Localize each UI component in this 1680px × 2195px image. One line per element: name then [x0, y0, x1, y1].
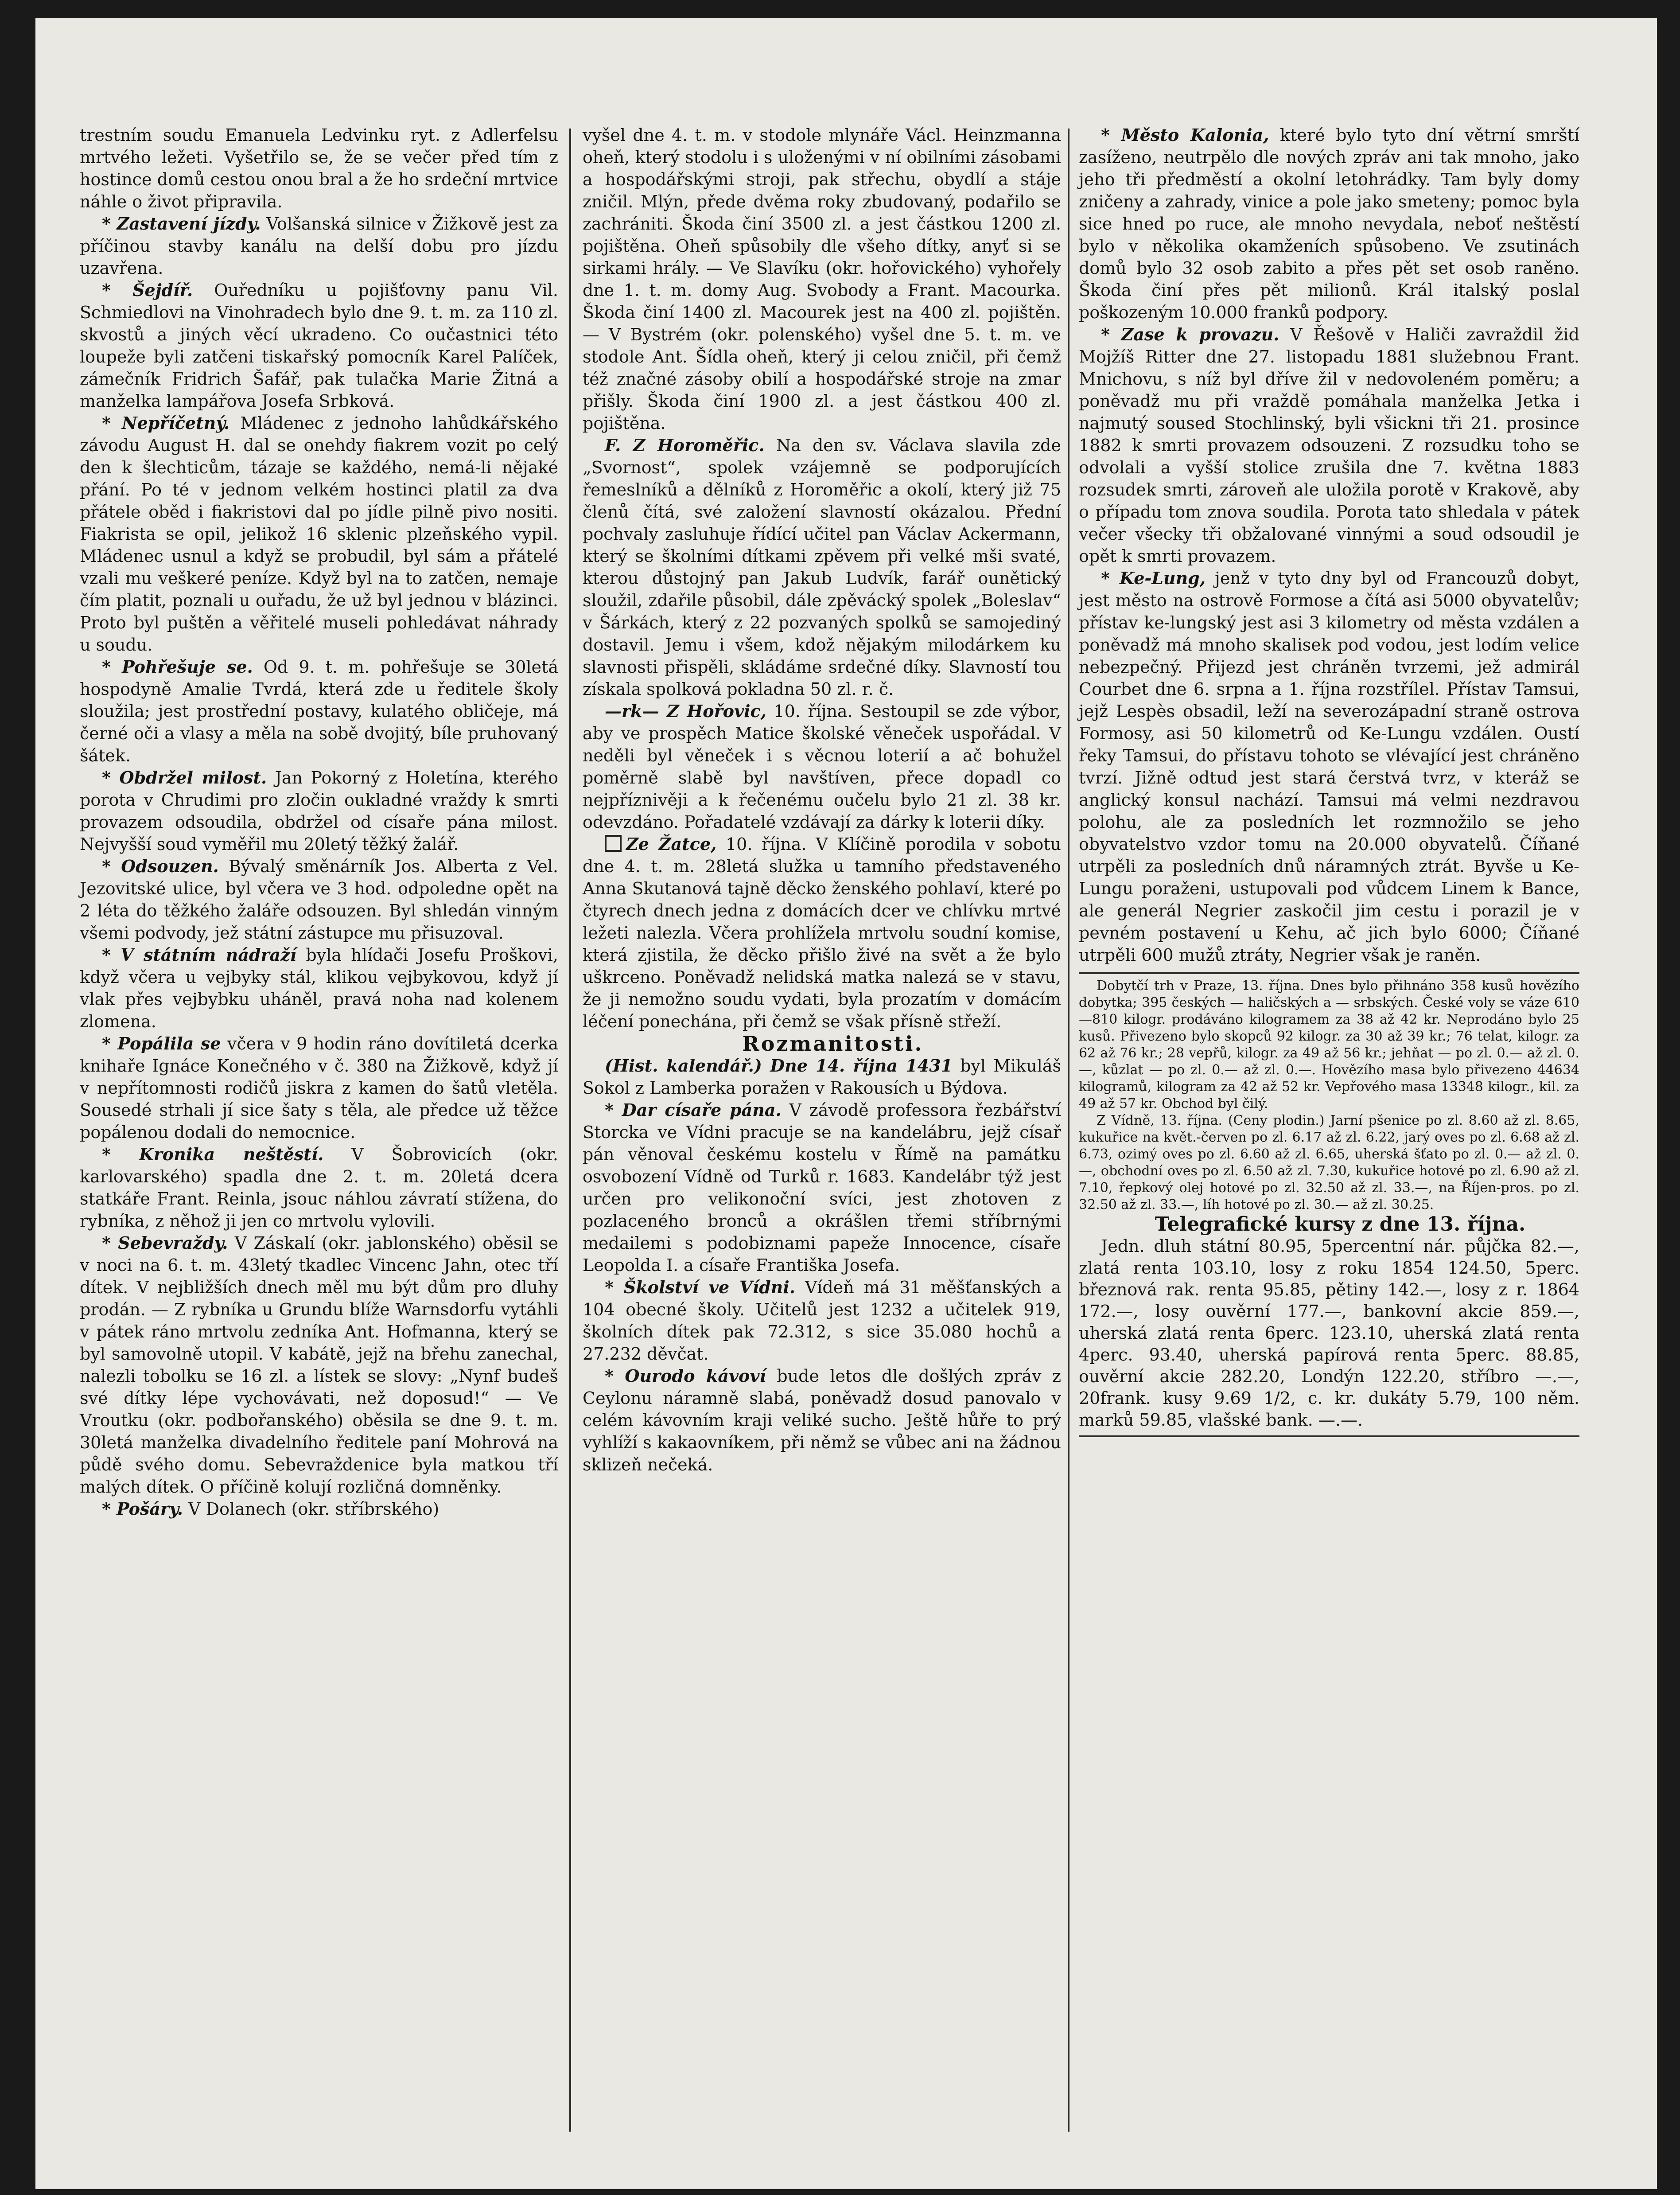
article-heading: * Kronika neštěstí.: [102, 1144, 324, 1164]
article-text: Od 9. t. m. pohřešuje se 30letá hospodyně Amalie Tvrdá, která zde u ředitele školy sloužila; jest prostřední postavy, kulatého obličeje, má černé oči a vlasy a měla na sobě dvojitý, bíle pruhovaný šátek.: [80, 657, 558, 765]
column-3: [1079, 124, 1579, 2163]
article: [80, 656, 558, 767]
exchange-rates-text: Jedn. dluh státní 80.95, 5percentní nár. půjčka 82.—, zlatá renta 103.10, losy z roku 1854 124.50, 5perc. březnová rak. renta 95.85, pětiny 142.—, losy z r. 1864 172.—, losy ouvěrní 177.—, bankovní akcie 859.—, uherská zlatá renta 6perc. 123.10, uherská zlatá renta 4perc. 93.40, uherská papírová renta 5perc. 88.85, ouvěrní akcie 282.20, Londýn 122.20, stříbro —.—, 20frank. kusy 9.69 1/2, c. kr. dukáty 5.79, 100 něm. marků 59.85, vlašské bank. —.—.: [1079, 1236, 1579, 1430]
article-text: byl Mikuláš Sokol z Lamberka poražen v Rakousích u Býdova.: [583, 1056, 1061, 1098]
article-heading: Ze Žatce,: [626, 834, 717, 854]
article-heading: * Popálila se: [102, 1033, 221, 1053]
article-text: Ouředníku u pojišťovny panu Vil. Schmiedlovi na Vinohradech bylo dne 9. t. m. za 110 zl. skvostů a jiných věcí ukradeno. Co oučastnici této loupeže byli zatčeni tiskařský pomocník Karel Palíček, zámečník Fridrich Šafář, pak tulačka Marie Žitná a manželka lampářova Josefa Srbková.: [80, 281, 558, 411]
article-text: byla hlídači Josefu Proškovi, když včera u vejbyky stál, klikou vejbykovou, když jí vlak přes vejbybku uháněl, pravá noha nad kolenem zlomena.: [80, 945, 558, 1031]
market-text: 13. října. (Ceny plodin.) Jarní pšenice po zl. 8.60 až zl. 8.65, kukuřice na květ.-červen po zl. 6.17 až zl. 6.22, jarý oves po zl. 6.68 až zl. 6.73, ozimý oves po zl. 6.60 až zl. 6.65, uherská šťato po zl. 0.— až zl. 0.—, obchodní oves po zl. 6.50 až zl. 7.30, kukuřice hotové po zl. 6.90 až zl. 7.10, řepkový olej hotové po zl. 32.50 až zl. 33.—, na Říjen-pros. po zl. 32.50 až zl. 33.—, líh hotové po zl. 30.— až zl. 30.25.: [1079, 1113, 1579, 1213]
article-paragraph: vyšel dne 4. t. m. v stodole mlynáře Václ. Heinzmanna oheň, který stodolu i s uloženými v ní obilními zásobami a hospodářskými stroji, pak střechu, obydlí a stáje zničil. Mlýn, přede dvěma roky zbudovaný, podařilo se zachrániti. Škoda činí 3500 zl. a jest částkou 1200 zl. pojištěna. Oheň spůsobily dle všeho dítky, anyť si se sirkami hrály. — Ve Slavíku (okr. hořovického) vyhořely dne 1. t. m. domy Aug. Svobody a Frant. Macourka. Škoda činí 1400 zl. Macourek jest na 400 zl. pojištěn. — V Bystrém (okr. polenského) vyšel dne 5. t. m. ve stodole Ant. Šídla oheň, který ji celou zničil, při čemž též značné zásoby obilí a hospodářské stroje na zmar přišly. Škoda činí 1900 zl. a jest částkou 400 zl. pojištěna.: [583, 125, 1061, 433]
article-text: V Dolanech (okr. stříbrského): [188, 1499, 439, 1519]
article-heading: * Ourodo kávoví: [605, 1366, 766, 1386]
article-text: Volšanská silnice v Žižkově jest za příčinou stavby kanálu na delší dobu pro jízdu uzavřena.: [80, 214, 558, 278]
newspaper-page: [35, 18, 1657, 2189]
article-heading: * Dar císaře pána.: [605, 1100, 782, 1120]
article: [583, 434, 1061, 700]
article-heading: * Město Kalonia,: [1101, 125, 1269, 145]
article: [80, 767, 558, 855]
article-text: Vídeň má 31 měšťanských a 104 obecné školy. Učitelů jest 1232 a učitelek 919, školních dítek pak 72.312, s sice 35.080 hochů a 27.232 děvčat.: [583, 1278, 1061, 1364]
article-text: 10. října. V Klíčině porodila v sobotu dne 4. t. m. 28letá služka u tamního představeného Anna Skutanová tajně děcko ženského pohlaví, které po čtyrech dnech jedna z domácích dcer ve chlívku mrtvé ležeti nalezla. Včera prohlížela mrtvolu soudní komise, která zjistila, že děcko přišlo živé na svět a že bylo uškrceno. Poněvadž nelidská matka nalezá se v stavu, že ji nemožno soudu vydati, byla prozatím v domácím léčení ponechána, při čemž se však přísně střeží.: [583, 834, 1061, 1031]
article-text: Mládenec z jednoho lahůdkářského závodu August H. dal se onehdy fiakrem vozit po celý den k šlechticům, tázaje se každého, nemá-li nějaké přání. Po té v jednom velkém hostinci platil za dva přátele oběd i fiakristovi dal po jídle pilně pivo nositi. Fiakrista se opil, jelikož 16 sklenic plzeňského vypil. Mládenec usnul a když se probudil, byl sám a přátelé vzali mu veškeré peníze. Když byl na to zatčen, nemaje čím platit, poznali u ouřadu, že už byl jednou v blázinci. Proto byl puštěn a věřitelé museli pohledávat náhrady u soudu.: [80, 413, 558, 655]
column-2: [583, 124, 1061, 2163]
article-text: Jan Pokorný z Holetína, kterého porota v Chrudimi pro zločin oukladné vraždy k smrti provazem odsoudila, obdržel od císaře pána milost. Nejvyšší soud vyměřil mu 20letý těžký žalář.: [80, 768, 558, 854]
article: [583, 833, 1061, 1033]
article-heading: (Hist. kalendář.) Dne 14. října 1431: [605, 1056, 953, 1076]
article: [80, 1498, 558, 1520]
article: [583, 700, 1061, 833]
article-heading: * Odsouzen.: [102, 856, 219, 876]
article-text: bude letos dle došlých zpráv z Ceylonu náramně slabá, poněvadž dosud panovalo v celém kávovním kraji veliké sucho. Ještě hůře to prý vyhlíží s kakaovníkem, při němž se vůbec ani na žádnou sklizeň nečeká.: [583, 1366, 1061, 1474]
article-text: V Šobrovicích (okr. karlovarského) spadla dne 2. t. m. 20letá dcera statkáře Frant. Reinla, jsouc náhlou závratí stížena, do rybníka, z něhož ji jen co mrtvolu vylovili.: [80, 1145, 558, 1231]
article: [80, 1033, 558, 1143]
article-text: které bylo tyto dní větrní smrští zasíženo, neutrpělo dle nových zpráv ani tak mnoho, jako jeho tři předměstí a okolní letohrádky. Tam byly domy zničeny a zahrady, vinice a pole jako smeteny; pomoc byla sice hned po ruce, ale mnoho nevydala, neboť neštěstí bylo v několika okamženích spůsobeno. Ve zsutinách domů bylo 32 osob zabito a přes pět set osob raněno. Škoda činí přes pět milionů. Král italský poslal poškozeným 10.000 franků podpory.: [1079, 125, 1579, 322]
article-text: Bývalý směnárník Jos. Alberta z Vel. Jezovitské ulice, byl včera ve 3 hod. odpoledne opět na 2 léta do těžkého žaláře odsouzen. Byl shledán vinným všemi podvody, jež státní zástupce mu přisuzoval.: [80, 857, 558, 943]
article: [583, 1055, 1061, 1099]
article: [80, 855, 558, 944]
article-text: 10. října. Sestoupil se zde výbor, aby ve prospěch Matice školské věneček uspořádal. V neděli byl věneček i s věcnou loterií a ač bohužel poměrně slabě byl navštíven, přece dopadl co nejpříznivěji a k řečenému oučelu bylo 21 zl. 38 kr. odevzdáno. Pořadatelé vzdávají za dárky k loterii díky.: [583, 702, 1061, 832]
article: [80, 944, 558, 1033]
article-heading: F. Z Horoměřic.: [605, 435, 765, 455]
article-heading: —rk— Z Hořovic,: [605, 701, 766, 721]
article-heading: * Školství ve Vídni.: [605, 1277, 795, 1297]
article-heading: * Zase k provazu.: [1101, 324, 1279, 344]
article-heading: * Pošáry.: [102, 1499, 183, 1519]
article: [1079, 124, 1579, 324]
article: [80, 1143, 558, 1232]
article-text: včera v 9 hodin ráno dovítiletá dcerka knihaře Ignáce Konečného v č. 380 na Žižkově, když jí v nepřítomnosti rodičů jiskra z kamen do šatů vletěla. Sousedé strhali jí sice šaty s těla, ale předce už těžce popálenou dodali do nemocnice.: [80, 1034, 558, 1142]
article: [80, 279, 558, 412]
correspondent-mark-icon: [605, 835, 622, 852]
end-rule: [1079, 1435, 1579, 1437]
article-heading: * Ke-Lung,: [1101, 568, 1206, 588]
article-heading: * Pohřešuje se.: [102, 657, 253, 677]
article: [583, 1099, 1061, 1276]
market-paragraph: [1079, 1112, 1579, 1213]
article-text: V závodě professora řezbářství Storcka ve Vídni pracuje se na kandelábru, jejž císař pán věnoval českému kostelu v Římě na památku osvobození Vídně od Turků r. 1683. Kandelábr týž jest určen pro velikonoční svíci, jest zhotoven z pozlaceného bronců a okrášlen třemi stříbrnými medailemi s podobiznami papeže Innocence, císaře Leopolda I. a císaře Františka Josefa.: [583, 1100, 1061, 1275]
market-heading: Dobytčí trh v Praze,: [1097, 978, 1236, 994]
article: [1079, 324, 1579, 567]
article: [583, 1276, 1061, 1365]
article-heading: * Obdržel milost.: [102, 768, 267, 788]
article-heading: * Sebevraždy.: [102, 1233, 228, 1253]
article-text: V Řešově v Haliči zavraždil žid Mojžíš Ritter dne 27. listopadu 1881 služebnou Frant. Mnichovu, s níž byl dříve žil v nedovoleném poměru; a poněvadž mu při vraždě pomáhala manželka Jetka i najmutý soused Stochlinský, byli všickni tři 21. prosince 1882 k smrti provazem odsouzeni. Z rozsudku toho se odvolali a vyšší stolice zrušila dne 7. května 1883 rozsudek smrti, zároveň ale uložila porotě v Krakově, aby o případu tom znova soudila. Porota tato shledala v pátek večer všecky tři obžalované vinnými a soud odsoudil je opět k smrti provazem.: [1079, 325, 1579, 566]
article: [80, 213, 558, 279]
market-text: 13. října. Dnes bylo přihnáno 358 kusů hovězího dobytka; 395 českých — haličských a — srbských. České voly se váze 610—810 kilogr. prodáváno kilogramem za 38 až 42 kr. Neprodáno bylo 25 kusů. Přivezeno bylo skopců 92 kilogr. za 30 až 39 kr.; 76 telat, kilogr. za 62 až 76 kr.; 28 vepřů, kilogr. za 49 až 56 kr.; jehňat — po zl. 0.— až zl. 0.—, kůzlat — po zl. 0.— až zl. 0.—. Hovězího masa bylo přivezeno 44634 kilogramů, kilogram za 42 až 52 kr. Vepřového masa 13348 kilogr., kil. za 49 až 57 kr. Obchod byl čilý.: [1079, 978, 1579, 1111]
article: [80, 412, 558, 656]
article-text: Na den sv. Václava slavila zde „Svornost“, spolek vzájemně se podporujících řemeslníků a dělníků z Horoměřic a okolí, který již 75 členů čítá, své založení slavností okázalou. Přední pochvaly zasluhuje řídící učitel pan Václav Ackermann, který se školními dítkami zpěvem při velké mši svaté, kterou důstojný pan Jakub Ludvík, farář ounětický sloužil, zdařile působil, dále zpěvácký spolek „Boleslav“ v Šárkách, který z 22 pozvaných spolků se samojediný dostavil. Jemu i všem, kdož nějakým milodárkem ku slavnosti přispěli, skládáme srdečné díky. Slavností tou získala spolková pokladna 50 zl. r. č.: [583, 436, 1061, 699]
article-heading: * Zastavení jízdy.: [102, 214, 261, 234]
exchange-rates-title: Telegrafické kursy z dne 13. října.: [1155, 1213, 1526, 1236]
section-title: Rozmanitosti.: [742, 1032, 924, 1056]
article-text: jenž v tyto dny byl od Francouzů dobyt, jest město na ostrově Formose a čítá asi 5000 obyvatelův; přístav ke-lungský jest asi 3 kilometry od města vzdálen a poněvadž má mnoho skalisek pod vodou, jest lodím velice nebezpečný. Přijezd jest chráněn tvrzemi, jež admirál Courbet dne 6. srpna a 1. října rozstřílel. Přístav Tamsui, jejž Lespès obsadil, leží na severozápadní straně ostrova Formosy, asi 50 kilometrů od Ke-Lungu vzdálen. Oustí řeky Tamsui, do přístavu tohoto se vlévající jest chráněno tvrzí. Jižně odtud jest stará čerstvá tvrz, v kteráž se anglický konsul nachází. Tamsui má velmi nezdravou polohu, ale za posledních let rozmnožilo se jeho obyvatelstvo vzdor tomu na 20.000 obyvatelů. Číňané utrpěli za posledních dnů náramných ztrát. Byvše u Ke-Lungu poraženi, ustupovali pod vůdcem Linem k Bance, ale generál Negrier zaskočil jim cestu i porazil je v pevném postavení u Kehu, ač jich bylo 6000; Číňané utrpěli 600 mužů ztráty, Negrier však je raněn.: [1079, 569, 1579, 965]
article-paragraph: trestním soudu Emanuela Ledvinku ryt. z Adlerfelsu mrtvého ležeti. Vyšetřilo se, že se večer před tím z hostince domů cestou onou bral a že ho srdeční mrtvice náhle o život připravila.: [80, 125, 558, 211]
column-divider: [1068, 129, 1069, 2132]
article-heading: * V státním nádraží: [102, 945, 297, 965]
article-heading: * Nepříčetný.: [102, 413, 230, 433]
article: [1079, 567, 1579, 966]
article: [583, 1365, 1061, 1476]
column-1: [80, 124, 558, 2163]
market-report: [1079, 972, 1579, 1213]
article-heading: * Šejdíř.: [102, 280, 193, 300]
market-heading: Z Vídně,: [1097, 1113, 1155, 1128]
article-text: V Záskalí (okr. jablonského) oběsil se v noci na 6. t. m. 43letý tkadlec Vincenc Jahn, otec tří dítek. V nejbližších dnech měl mu být dům pro dluhy prodán. — Z rybníka u Grundu blíže Warnsdorfu vytáhli v pátek ráno mrtvolu zedníka Ant. Hofmanna, který se byl samovolně utopil. V kabátě, jejž na břehu zanechal, nalezli tobolku se 16 zl. a lístek se slovy: „Nynf budeš své dítky lépe vychovávati, než doposud!“ — Ve Vroutku (okr. podbořanského) oběsila se dne 9. t. m. 30letá manželka divadelního ředitele paní Mohrová na půdě svého domu. Sebevraždenice byla matkou tří malých dítek. O příčině kolují rozličná domněnky.: [80, 1233, 558, 1497]
column-divider: [569, 129, 571, 2132]
article: [80, 1232, 558, 1498]
market-paragraph: [1079, 978, 1579, 1112]
